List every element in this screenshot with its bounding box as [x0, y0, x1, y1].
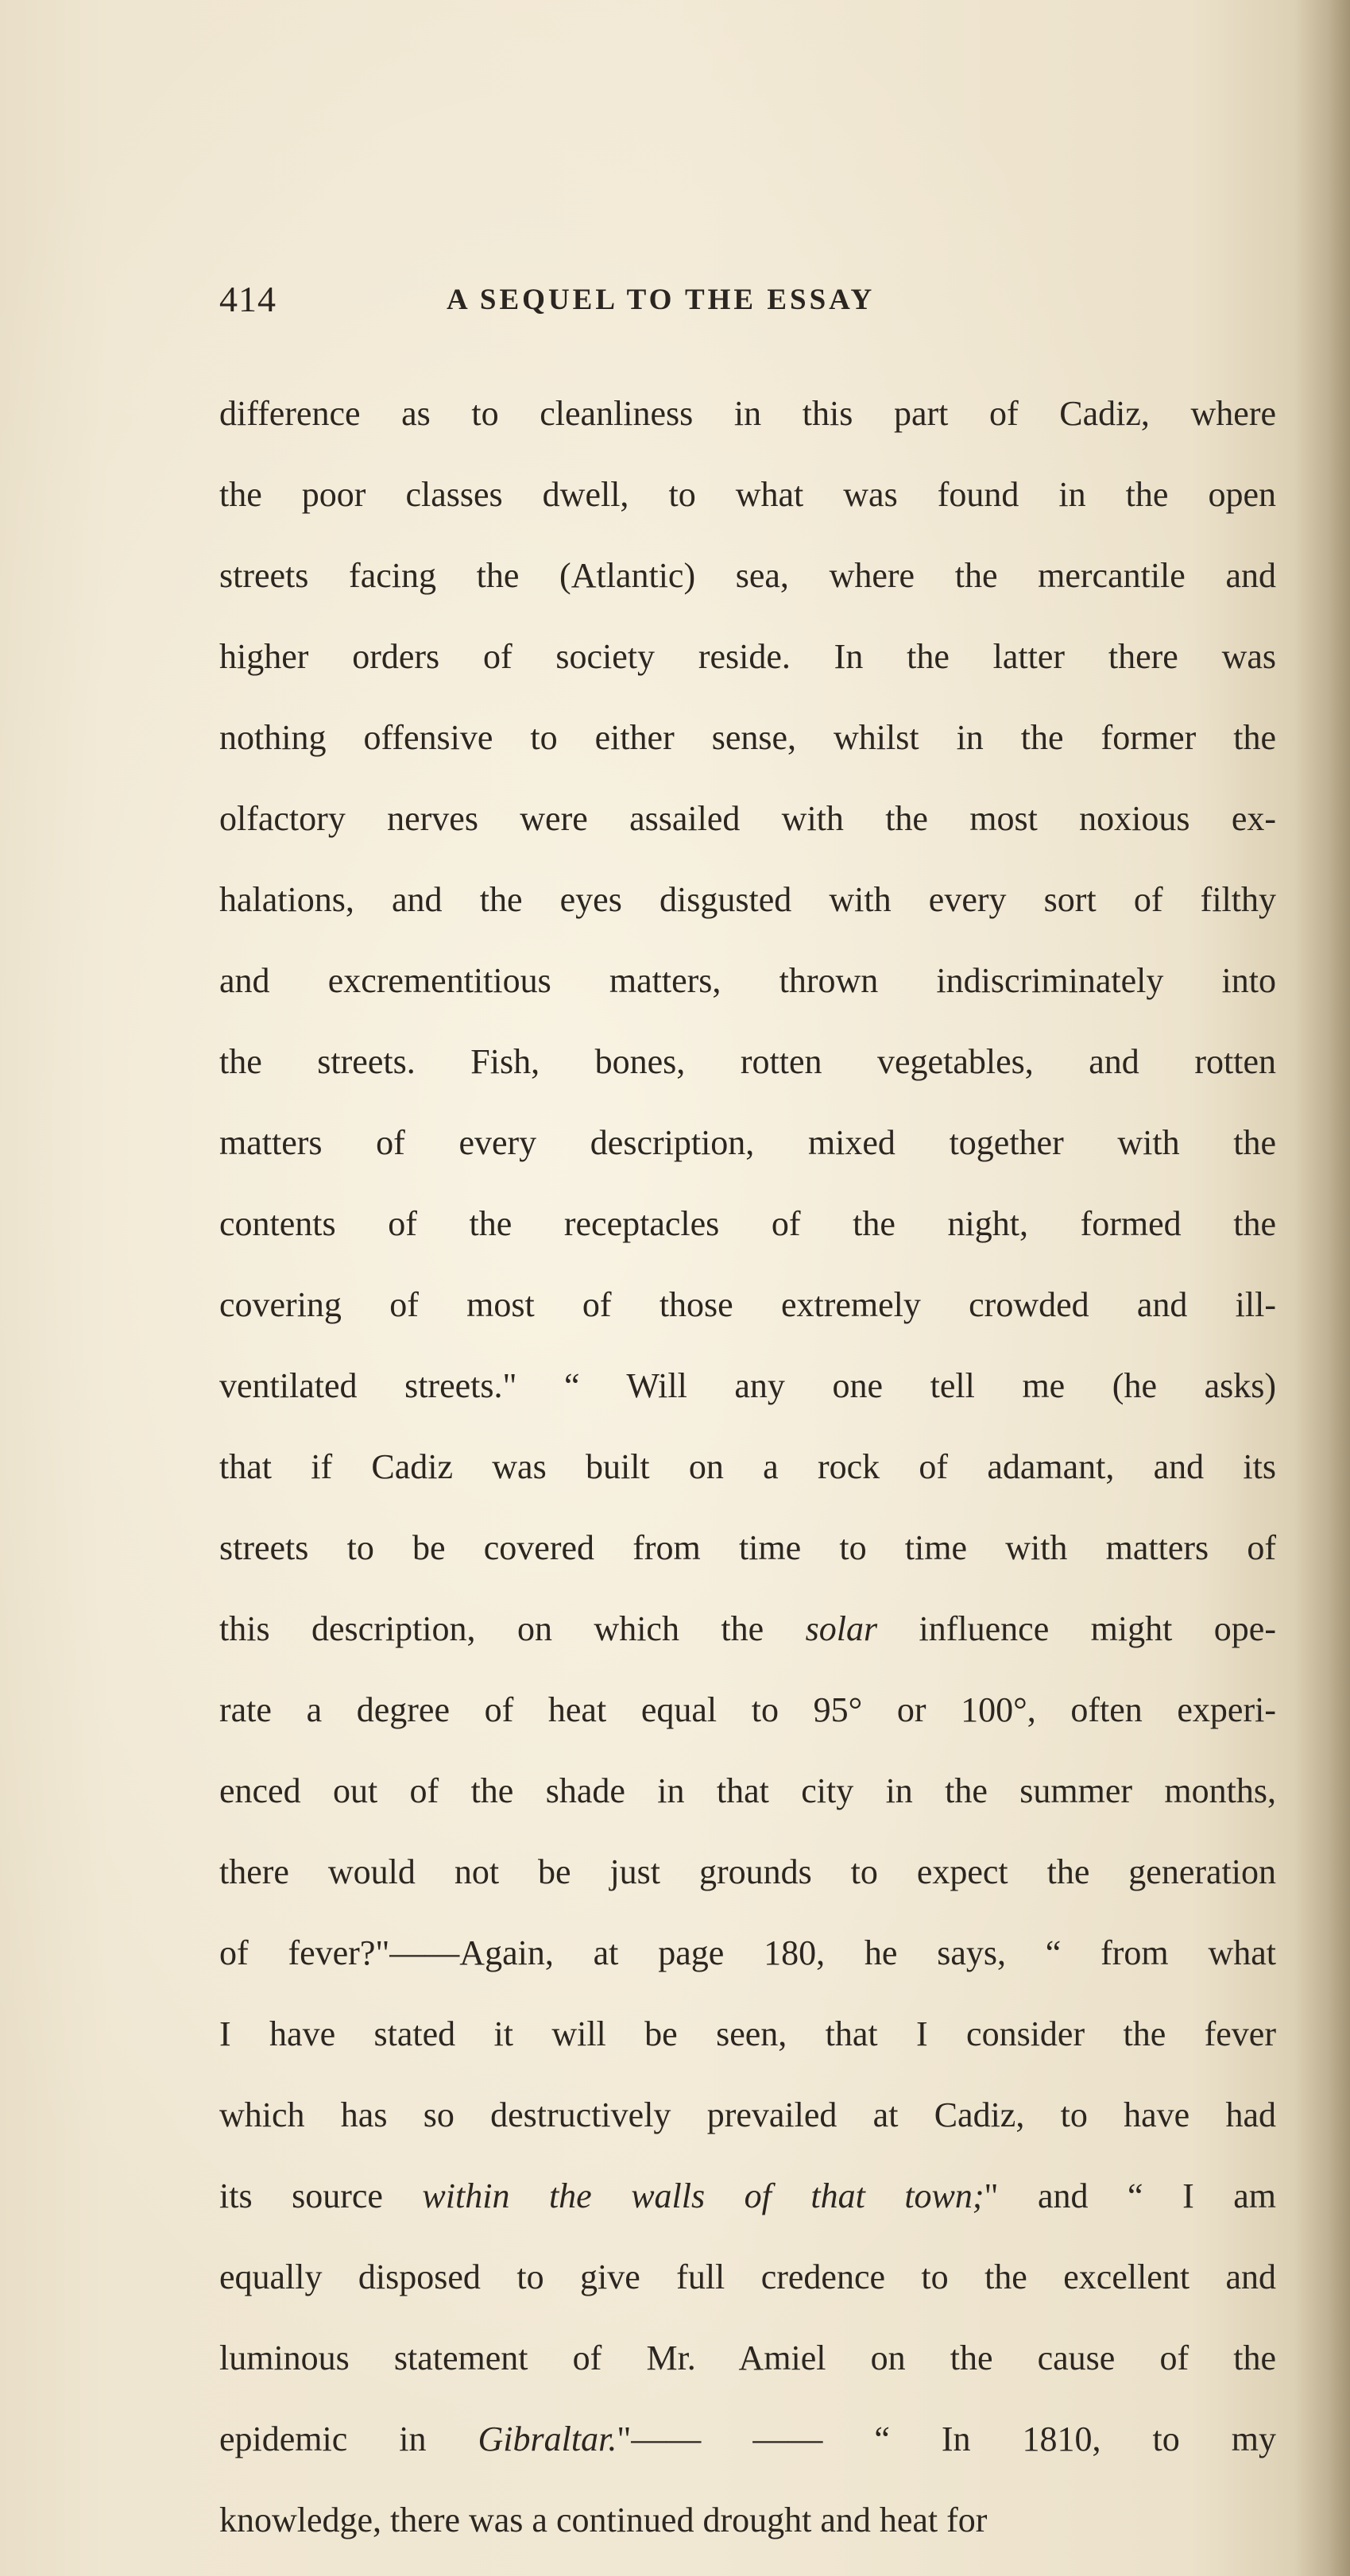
- text-line: the streets. Fish, bones, rotten vegetables, and rotten: [219, 1042, 1276, 1081]
- body-text: [219, 373, 1276, 2561]
- text-line: epidemic in Gibraltar."—— —— “ In 1810, to my: [219, 2420, 1276, 2458]
- text-line: there would not be just grounds to expect the generation: [219, 1852, 1276, 1891]
- italic-text: within the walls of that town;: [422, 2176, 984, 2215]
- text-line: its source within the walls of that town;" and “ I am: [219, 2176, 1276, 2215]
- italic-text: Gibraltar.: [478, 2420, 617, 2458]
- text-line: contents of the receptacles of the night, formed the: [219, 1204, 1276, 1243]
- text-line: this description, on which the solar influence might ope-: [219, 1609, 1276, 1648]
- text-line: which has so destructively prevailed at Cadiz, to have had: [219, 2095, 1276, 2134]
- page-header: [219, 278, 1268, 334]
- text-line: streets facing the (Atlantic) sea, where the mercantile and: [219, 556, 1276, 595]
- text-line: halations, and the eyes disgusted with every sort of filthy: [219, 880, 1276, 919]
- text-line: knowledge, there was a continued drought and heat for: [219, 2501, 988, 2539]
- text-line: olfactory nerves were assailed with the most noxious ex-: [219, 799, 1276, 838]
- text-line: equally disposed to give full credence to the excellent and: [219, 2257, 1276, 2296]
- italic-text: solar: [805, 1609, 878, 1648]
- page-number: 414: [219, 279, 277, 319]
- text-line: ventilated streets." “ Will any one tell me (he asks): [219, 1366, 1276, 1405]
- text-line: streets to be covered from time to time with matters of: [219, 1528, 1276, 1567]
- text-line: luminous statement of Mr. Amiel on the cause of the: [219, 2338, 1276, 2377]
- text-line: matters of every description, mixed together with the: [219, 1123, 1276, 1162]
- text-line: difference as to cleanliness in this part of Cadiz, where: [219, 394, 1276, 433]
- text-line: higher orders of society reside. In the latter there was: [219, 637, 1276, 676]
- running-title: A SEQUEL TO THE ESSAY: [447, 284, 876, 316]
- text-line: the poor classes dwell, to what was found in the open: [219, 475, 1276, 514]
- text-line: and excrementitious matters, thrown indiscriminately into: [219, 961, 1276, 1000]
- text-line: nothing offensive to either sense, whilst in the former the: [219, 718, 1276, 757]
- text-line: of fever?"——Again, at page 180, he says, “ from what: [219, 1933, 1276, 1972]
- text-line: covering of most of those extremely crowded and ill-: [219, 1285, 1276, 1324]
- text-line: enced out of the shade in that city in the summer months,: [219, 1771, 1276, 1810]
- text-line: rate a degree of heat equal to 95° or 100°, often experi-: [219, 1690, 1276, 1729]
- text-line: that if Cadiz was built on a rock of adamant, and its: [219, 1447, 1276, 1486]
- spine-shadow: [1294, 0, 1350, 2576]
- text-line: I have stated it will be seen, that I consider the fever: [219, 2014, 1276, 2053]
